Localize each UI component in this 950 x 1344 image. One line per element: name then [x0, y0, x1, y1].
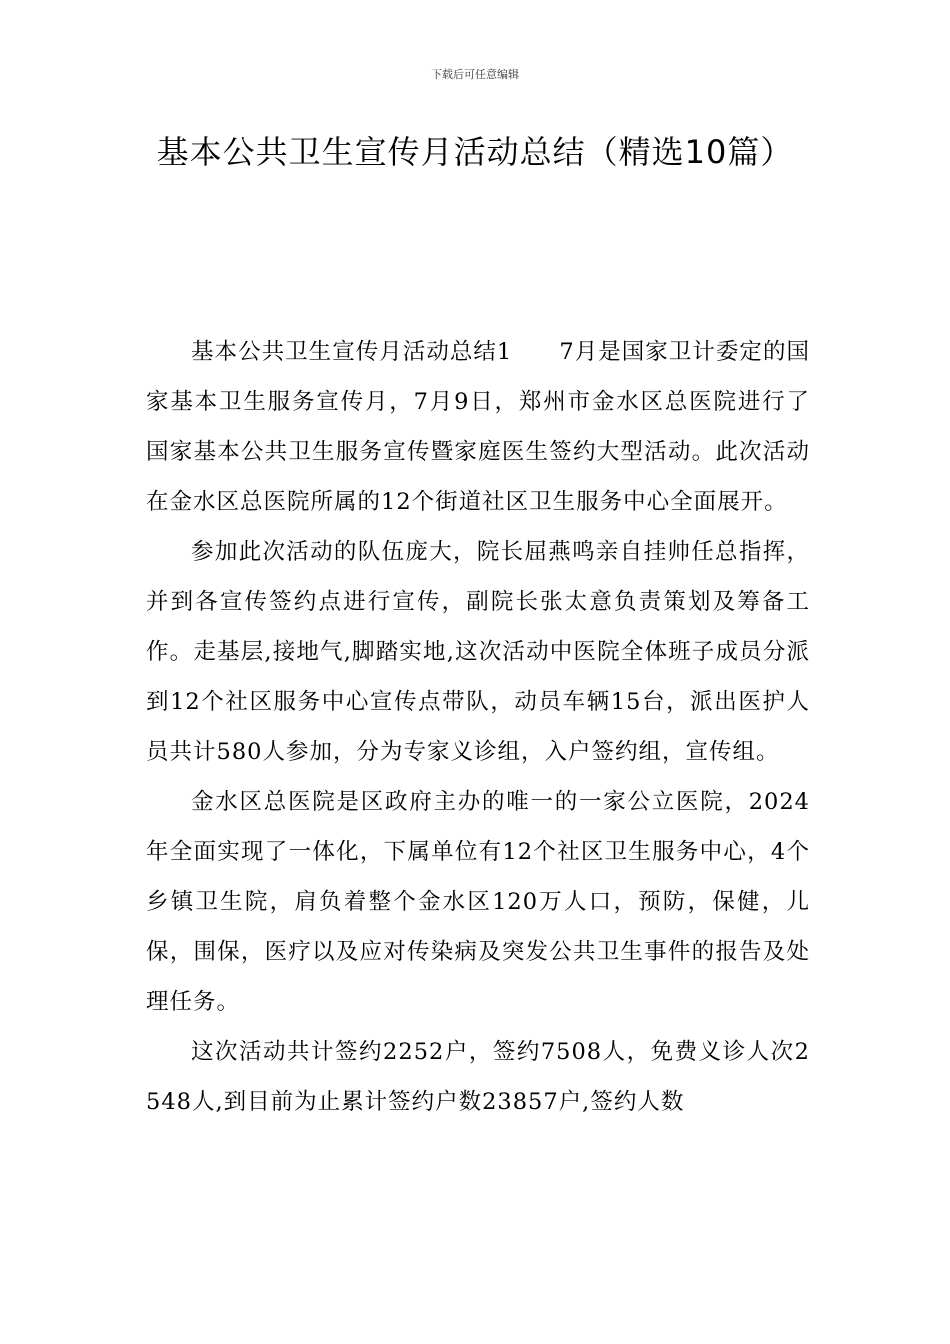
document-title: 基本公共卫生宣传月活动总结（精选10篇） — [156, 133, 794, 171]
paragraph-4: 这次活动共计签约2252户，签约7508人，免费义诊人次2548人,到目前为止累计签约户数23857户,签约人数 — [146, 1039, 810, 1115]
paragraph-2: 参加此次活动的队伍庞大，院长屈燕鸣亲自挂帅任总指挥，并到各宣传签约点进行宣传，副院长张太意负责策划及筹备工作。走基层,接地气,脚踏实地,这次活动中医院全体班子成员分派到12个社区服务中心宣传点带队，动员车辆15台，派出医护人员共计580人参加，分为专家义诊组，入户签约组，宣传组。 — [146, 539, 810, 765]
document-body — [146, 327, 810, 1127]
paragraph-3: 金水区总医院是区政府主办的唯一的一家公立医院，2024年全面实现了一体化，下属单位有12个社区卫生服务中心，4个乡镇卫生院，肩负着整个金水区120万人口，预防，保健，儿保，围保，医疗以及应对传染病及突发公共卫生事件的报告及处理任务。 — [146, 789, 810, 1015]
paragraph-1: 基本公共卫生宣传月活动总结1 7月是国家卫计委定的国家基本卫生服务宣传月，7月9日，郑州市金水区总医院进行了国家基本公共卫生服务宣传暨家庭医生签约大型活动。此次活动在金水区总医院所属的12个街道社区卫生服务中心全面展开。 — [146, 339, 810, 515]
header-note: 下载后可任意编辑 — [431, 68, 519, 81]
